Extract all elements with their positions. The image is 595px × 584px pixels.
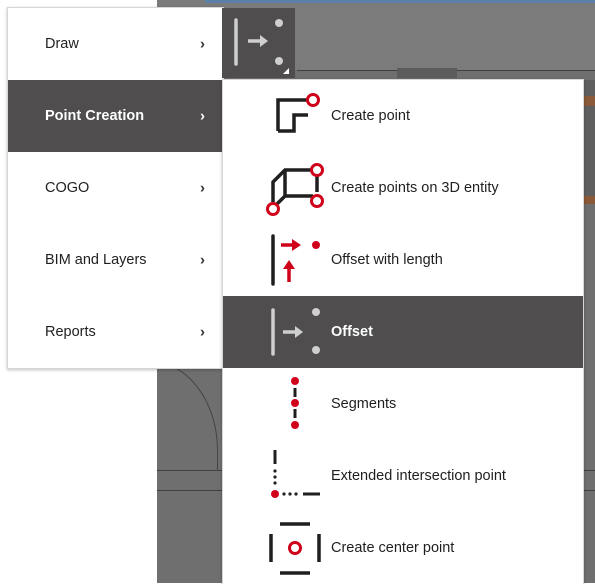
menu-item-label: Point Creation <box>45 108 145 124</box>
segments-icon <box>223 368 331 440</box>
submenu-item-create-point[interactable] <box>223 80 583 152</box>
submenu-item-segments[interactable] <box>223 368 583 440</box>
chevron-right-icon: › <box>200 323 205 341</box>
menu-item-point-creation[interactable] <box>8 80 223 152</box>
create-center-point-icon <box>223 512 331 584</box>
chevron-right-icon: › <box>200 107 205 125</box>
create-points-3d-entity-icon <box>223 152 331 224</box>
submenu-item-extended-intersection-point[interactable] <box>223 440 583 512</box>
submenu-item-offset[interactable] <box>223 296 583 368</box>
menu-item-draw[interactable] <box>8 8 223 80</box>
menu-item-bim-and-layers[interactable] <box>8 224 223 296</box>
menu-item-label: Draw <box>45 36 79 52</box>
submenu-item-label: Extended intersection point <box>331 468 506 484</box>
submenu-item-create-center-point[interactable] <box>223 512 583 584</box>
point-creation-submenu <box>222 79 584 584</box>
create-point-icon <box>223 80 331 152</box>
offset-with-length-icon <box>223 224 331 296</box>
submenu-item-offset-with-length[interactable] <box>223 224 583 296</box>
offset-icon <box>223 296 331 368</box>
menu-item-label: BIM and Layers <box>45 252 147 268</box>
submenu-item-label: Create point <box>331 108 410 124</box>
main-menu <box>7 7 224 369</box>
active-tool-button[interactable] <box>222 8 295 78</box>
menu-item-cogo[interactable] <box>8 152 223 224</box>
submenu-item-label: Offset <box>331 324 373 340</box>
chevron-right-icon: › <box>200 251 205 269</box>
chevron-right-icon: › <box>200 35 205 53</box>
submenu-item-create-points-3d-entity[interactable] <box>223 152 583 224</box>
submenu-item-label: Segments <box>331 396 397 412</box>
cad-brown-mark <box>583 96 595 106</box>
cad-hatch <box>397 68 457 78</box>
menu-item-label: Reports <box>45 324 96 340</box>
extended-intersection-point-icon <box>223 440 331 512</box>
menu-item-label: COGO <box>45 180 90 196</box>
cad-door-arc <box>147 360 218 471</box>
chevron-right-icon: › <box>200 179 205 197</box>
submenu-item-label: Create center point <box>331 540 455 556</box>
cad-brown-mark <box>583 196 595 204</box>
expand-corner-icon <box>283 68 289 74</box>
cad-selection-line <box>205 0 595 3</box>
submenu-item-label: Offset with length <box>331 252 443 268</box>
cad-line <box>157 490 223 491</box>
menu-item-reports[interactable] <box>8 296 223 368</box>
submenu-item-label: Create points on 3D entity <box>331 180 499 196</box>
